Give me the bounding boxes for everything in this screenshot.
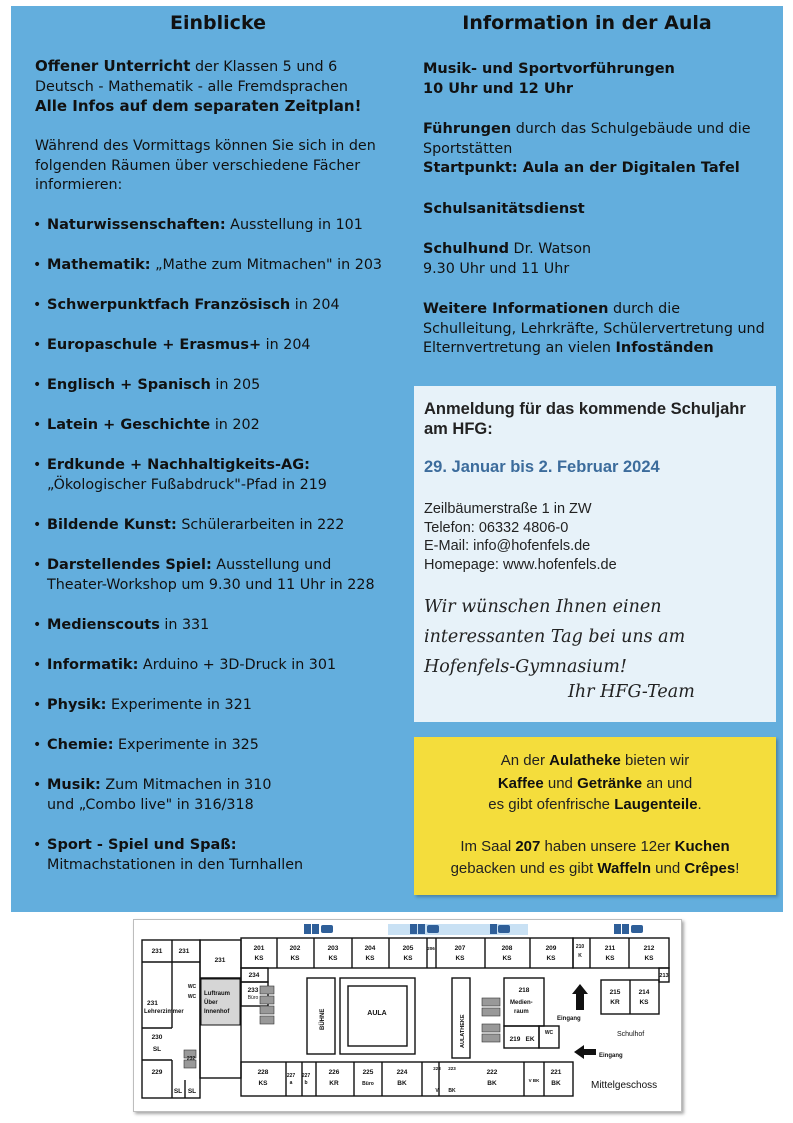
svg-text:223: 223 [433, 1066, 441, 1071]
svg-text:206: 206 [427, 946, 435, 951]
subject-label: Mathematik: [47, 257, 151, 273]
address: Zeilbäumerstraße 1 in ZW [424, 501, 592, 517]
more-info-block [423, 300, 773, 359]
svg-text:233: 233 [247, 987, 259, 994]
room-type: BK [551, 1080, 561, 1087]
room-type: KS [365, 955, 375, 962]
subject-text: in 204 [290, 297, 340, 313]
music-sport-block [423, 60, 773, 99]
subject-text-2: und „Combo live" in 316/318 [47, 796, 254, 813]
subject-label: Naturwissenschaften: [47, 217, 226, 233]
subject-text-2: Theater-Workshop um 9.30 und 11 Uhr in 228 [47, 576, 375, 593]
subject-item [32, 516, 402, 536]
intro-bold: Offener Unterricht [35, 57, 191, 75]
room-type: KS [290, 955, 300, 962]
room-type: KS [605, 955, 615, 962]
subject-item [32, 336, 402, 356]
svg-text:231: 231 [147, 1000, 158, 1007]
subject-item [32, 456, 402, 495]
dog-name: Dr. Watson [509, 241, 592, 257]
room-number: 228 [257, 1069, 269, 1076]
aula-title: Information in der Aula [462, 12, 712, 34]
subject-item [32, 776, 402, 815]
tours-label: Führungen [423, 121, 512, 137]
subject-label: Bildende Kunst: [47, 517, 177, 533]
floor-plan [133, 919, 682, 1112]
room-number: 203 [327, 945, 339, 952]
subject-item [32, 416, 402, 436]
room-number: 225 [362, 1069, 374, 1076]
subject-text: in 205 [210, 377, 261, 393]
cafe-box [414, 737, 776, 895]
floor-label: Mittelgeschoss [591, 1080, 658, 1091]
svg-text:a: a [289, 1080, 293, 1086]
room-number: 204 [364, 945, 376, 952]
svg-text:223: 223 [448, 1066, 456, 1071]
subject-text-2: „Ökologischer Fußabdruck"-Pfad in 219 [47, 476, 327, 493]
more-info-text: durch die [608, 301, 681, 317]
svg-text:234: 234 [248, 972, 260, 979]
intro-paragraph: Während des Vormittags können Sie sich in den folgenden Räumen über verschiedene Fächer informieren: [35, 138, 376, 193]
svg-text:213: 213 [659, 973, 669, 979]
subject-text: Ausstellung in 101 [225, 217, 363, 233]
room-type: KS [328, 955, 338, 962]
room-number: 208 [501, 945, 513, 952]
svg-text:KS: KS [639, 999, 649, 1006]
cafe-line-2: Kaffee und Getränke an und [497, 775, 693, 792]
more-info-text-2: Schulleitung, Lehrkräfte, Schülervertretung und [423, 320, 765, 337]
subject-label: Darstellendes Spiel: [47, 557, 212, 573]
subject-text: Schülerarbeiten in 222 [176, 517, 345, 533]
room-type: KS [502, 955, 512, 962]
tours-text-2: Sportstätten [423, 140, 513, 157]
svg-text:231: 231 [151, 948, 163, 955]
svg-text:raum: raum [514, 1009, 529, 1015]
intro-block [35, 57, 400, 117]
music-sport-title: Musik- und Sportvorführungen [423, 61, 675, 77]
subject-item [32, 256, 402, 276]
subject-item [32, 736, 402, 756]
schulhof-label: Schulhof [617, 1031, 645, 1038]
subject-text: Zum Mitmachen in 310 [100, 777, 272, 793]
sani-label: Schulsanitätsdienst [423, 201, 585, 217]
einblicke-title: Einblicke [170, 12, 266, 34]
email[interactable]: E-Mail: info@hofenfels.de [424, 538, 591, 554]
room-number: 222 [486, 1069, 498, 1076]
intro-schedule-note: Alle Infos auf dem separaten Zeitplan! [35, 97, 362, 115]
info-booths: Infoständen [615, 340, 714, 356]
svg-text:KR: KR [610, 999, 620, 1006]
subject-label: Schwerpunktfach Französisch [47, 297, 291, 313]
cafe-line-4: Im Saal 207 haben unsere 12er Kuchen [460, 838, 730, 855]
registration-box [414, 386, 776, 722]
dog-times: 9.30 Uhr und 11 Uhr [423, 260, 570, 277]
room-type: BK [487, 1080, 497, 1087]
phone: Telefon: 06332 4806-0 [424, 519, 569, 536]
svg-text:Eingang: Eingang [557, 1016, 581, 1022]
svg-text:218: 218 [518, 987, 530, 994]
svg-text:Lehrerzimmer: Lehrerzimmer [144, 1009, 184, 1015]
room-type: Büro [362, 1081, 374, 1087]
greeting-text: Wir wünschen Ihnen einen interessanten Tag bei uns am Hofenfels-Gymnasium! [424, 597, 686, 677]
tours-block [423, 120, 773, 179]
svg-text:V BK: V BK [528, 1078, 540, 1083]
svg-text:Luftraum: Luftraum [204, 991, 230, 997]
subject-item [32, 376, 402, 396]
svg-text:232: 232 [186, 1056, 196, 1062]
svg-text:210: 210 [575, 944, 585, 950]
room-number: 209 [545, 945, 557, 952]
subject-item [32, 836, 402, 875]
svg-text:WC: WC [187, 984, 197, 990]
intro-text: der Klassen 5 und 6 [190, 59, 338, 75]
subject-label: Musik: [47, 777, 101, 793]
svg-text:231: 231 [214, 957, 226, 964]
svg-text:K: K [578, 953, 582, 959]
room-type: KR [329, 1080, 339, 1087]
sani-block [423, 200, 773, 220]
room-type: BK [397, 1080, 407, 1087]
subject-label: Medienscouts [47, 617, 160, 633]
floor-plan-svg [134, 920, 683, 1113]
aulatheke-label: AULATHEKE [460, 1014, 466, 1048]
room-number: 205 [402, 945, 414, 952]
svg-text:Büro: Büro [247, 995, 259, 1001]
svg-text:EK: EK [525, 1036, 535, 1043]
room-type: KS [455, 955, 465, 962]
subject-item [32, 616, 402, 636]
aula-label: AULA [367, 1010, 387, 1017]
svg-text:Über: Über [204, 1000, 218, 1006]
room-number: 221 [550, 1069, 562, 1076]
subject-item [32, 216, 402, 236]
dog-block [423, 240, 773, 279]
intro-subjects: Deutsch - Mathematik - alle Fremdsprachen [35, 78, 348, 95]
svg-text:Eingang: Eingang [599, 1053, 623, 1059]
subject-item [32, 296, 402, 316]
svg-text:V: V [435, 1088, 439, 1094]
buehne-label: BÜHNE [320, 1008, 326, 1030]
svg-text:227: 227 [301, 1073, 311, 1079]
room-number: 224 [396, 1069, 408, 1076]
subject-item [32, 556, 402, 595]
subject-item [32, 696, 402, 716]
svg-text:Innenhof: Innenhof [204, 1009, 230, 1015]
subject-text: in 331 [159, 617, 210, 633]
subject-label: Europaschule + Erasmus+ [47, 337, 262, 353]
more-info-text-3: Elternvertretung an vielen [423, 340, 616, 356]
room-number: 211 [604, 945, 616, 952]
svg-text:214: 214 [638, 989, 650, 996]
subject-text-2: Mitmachstationen in den Turnhallen [47, 856, 304, 873]
dog-label: Schulhund [423, 241, 510, 257]
tours-text: durch das Schulgebäude und die [511, 121, 751, 137]
svg-text:BK: BK [448, 1088, 456, 1094]
room-number: 226 [328, 1069, 340, 1076]
room-number: 202 [289, 945, 301, 952]
subject-text: in 204 [261, 337, 311, 353]
cafe-line-3: es gibt ofenfrische Laugenteile. [488, 796, 702, 813]
svg-text:SL: SL [173, 1088, 183, 1095]
subject-item [32, 656, 402, 676]
registration-title: Anmeldung für das kommende Schuljahr am HFG: [424, 400, 746, 438]
svg-text:229: 229 [151, 1069, 163, 1076]
room-type: KS [254, 955, 264, 962]
room-number: 201 [253, 945, 265, 952]
svg-text:227: 227 [286, 1073, 296, 1079]
room-type: KS [644, 955, 654, 962]
svg-text:WC: WC [187, 994, 197, 1000]
room-number: 212 [643, 945, 655, 952]
room-type: KS [258, 1080, 268, 1087]
subject-text: „Mathe zum Mitmachen" in 203 [150, 257, 383, 273]
subject-label: Latein + Geschichte [47, 417, 211, 433]
subject-label: Chemie: [47, 737, 114, 753]
subject-label: Physik: [47, 697, 107, 713]
svg-text:215: 215 [609, 989, 621, 996]
svg-text:WC: WC [544, 1030, 554, 1036]
subject-text: Experimente in 321 [106, 697, 252, 713]
subject-text: Ausstellung und [211, 557, 332, 573]
cafe-line-1: An der Aulatheke bieten wir [500, 752, 690, 769]
contact-block [424, 500, 617, 574]
svg-text:SL: SL [152, 1046, 162, 1053]
tours-start: Startpunkt: Aula an der Digitalen Tafel [423, 160, 740, 176]
subject-label: Englisch + Spanisch [47, 377, 211, 393]
svg-text:b: b [304, 1080, 308, 1086]
room-type: KS [403, 955, 413, 962]
svg-text:219: 219 [509, 1036, 521, 1043]
subject-text: Arduino + 3D-Druck in 301 [138, 657, 337, 673]
cafe-line-5: gebacken und es gibt Waffeln und Crêpes! [450, 860, 740, 877]
svg-text:SL: SL [187, 1088, 197, 1095]
greeting-signature: Ihr HFG-Team [568, 682, 695, 702]
svg-text:230: 230 [151, 1034, 163, 1041]
subject-label: Sport - Spiel und Spaß: [47, 837, 237, 853]
svg-text:231: 231 [178, 948, 190, 955]
subject-text: Experimente in 325 [113, 737, 259, 753]
subject-text: in 202 [210, 417, 260, 433]
room-number: 207 [454, 945, 466, 952]
svg-text:Medien-: Medien- [510, 1000, 533, 1006]
room-type: KS [546, 955, 556, 962]
music-sport-times: 10 Uhr und 12 Uhr [423, 80, 574, 97]
registration-date: 29. Januar bis 2. Februar 2024 [424, 458, 660, 476]
subject-label: Informatik: [47, 657, 139, 673]
more-info-label: Weitere Informationen [423, 301, 609, 317]
homepage[interactable]: Homepage: www.hofenfels.de [424, 556, 617, 573]
subject-label: Erdkunde + Nachhaltigkeits-AG: [47, 457, 310, 473]
